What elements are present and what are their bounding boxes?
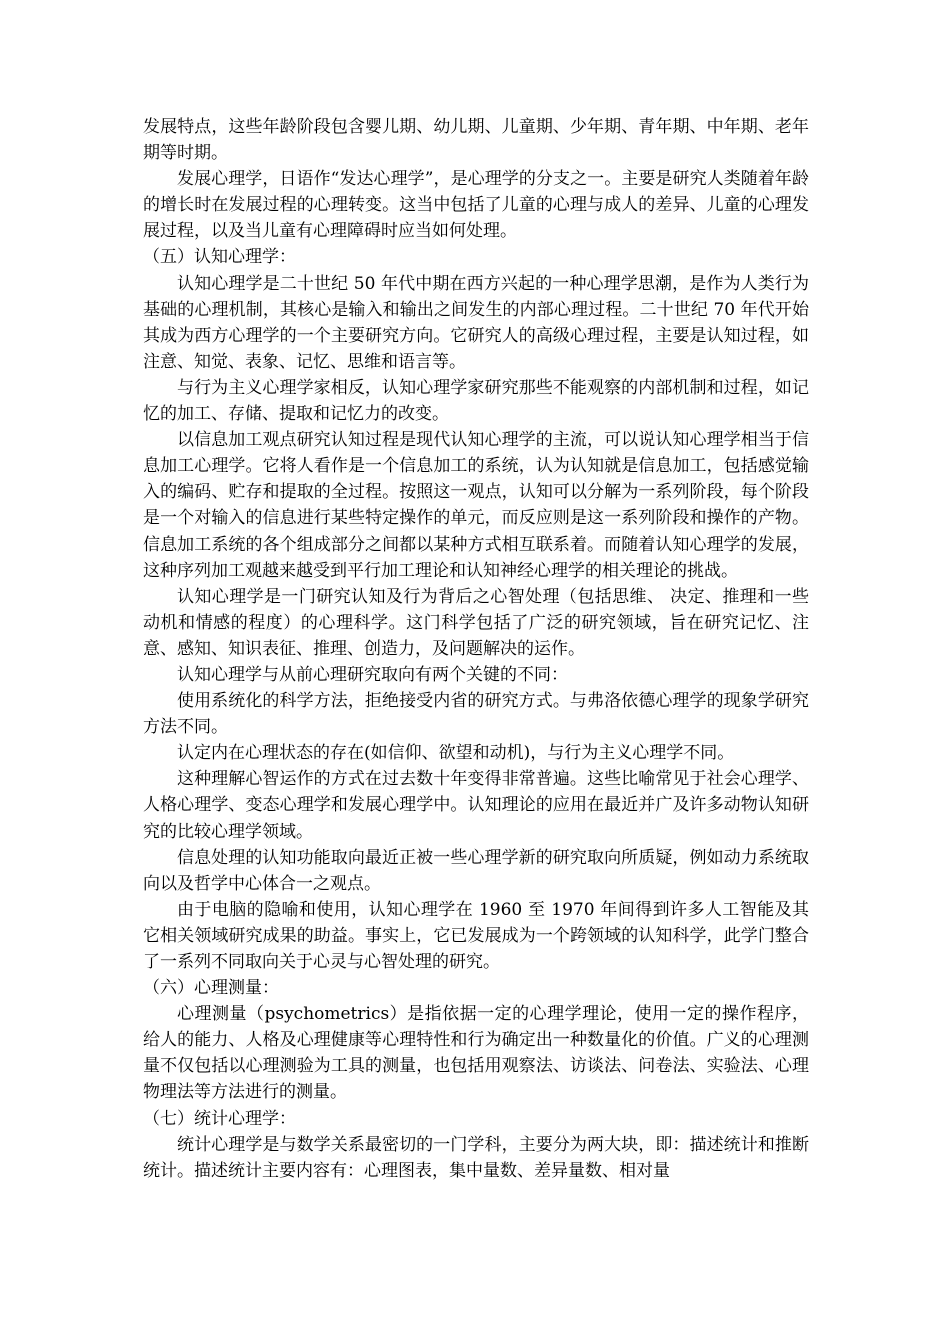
paragraph: 认知心理学与从前心理研究取向有两个关键的不同： xyxy=(177,664,568,685)
paragraph-continuation: 发展特点，这些年龄阶段包含婴儿期、幼儿期、儿童期、少年期、青年期、中年期、老年期等时期。 xyxy=(143,117,809,164)
paragraph: 使用系统化的科学方法，拒绝接受内省的研究方式。与弗洛依德心理学的现象学研究方法不同。 xyxy=(143,691,809,738)
paragraph: 与行为主义心理学家相反，认知心理学家研究那些不能观察的内部机制和过程，如记忆的加工、存储、提取和记忆力的改变。 xyxy=(143,377,809,425)
section-heading-psychometrics: （六）心理测量： xyxy=(143,978,279,999)
paragraph: 认知心理学是二十世纪 50 年代中期在西方兴起的一种心理学思潮，是作为人类行为基础的心理机制，其核心是输入和输出之间发生的内部心理过程。二十世纪 70 年代开始其成为西方心理学的一个主要研究方向。它研究人的高级心理过程，主要是认知过程，如注意、知觉、表象、记忆、思维和语言等。 xyxy=(143,273,809,372)
document-page xyxy=(143,114,809,1184)
paragraph: 信息处理的认知功能取向最近正被一些心理学新的研究取向所质疑，例如动力系统取向以及哲学中心体合一之观点。 xyxy=(143,847,809,894)
paragraph-developmental-psychology: 发展心理学，日语作“发达心理学”，是心理学的分支之一。主要是研究人类随着年龄的增长时在发展过程的心理转变。这当中包括了儿童的心理与成人的差异、儿童的心理发展过程，以及当儿童有心理障碍时应当如何处理。 xyxy=(143,169,809,242)
section-heading-statistical-psychology: （七）统计心理学： xyxy=(143,1108,296,1129)
paragraph: 心理测量（psychometrics）是指依据一定的心理学理论，使用一定的操作程序，给人的能力、人格及心理健康等心理特性和行为确定出一种数量化的价值。广义的心理测量不仅包括以心理测验为工具的测量，也包括用观察法、访谈法、问卷法、实验法、心理物理法等方法进行的测量。 xyxy=(143,1004,809,1103)
paragraph: 这种理解心智运作的方式在过去数十年变得非常普遍。这些比喻常见于社会心理学、人格心理学、变态心理学和发展心理学中。认知理论的应用在最近并广及许多动物认知研究的比较心理学领域。 xyxy=(143,769,809,842)
paragraph: 由于电脑的隐喻和使用，认知心理学在 1960 至 1970 年间得到许多人工智能及其它相关领域研究成果的助益。事实上，它已发展成为一个跨领域的认知科学，此学门整合了一系列不同取向关于心灵与心智处理的研究。 xyxy=(143,899,809,972)
paragraph: 以信息加工观点研究认知过程是现代认知心理学的主流，可以说认知心理学相当于信息加工心理学。它将人看作是一个信息加工的系统，认为认知就是信息加工，包括感觉输入的编码、贮存和提取的全过程。按照这一观点，认知可以分解为一系列阶段，每个阶段是一个对输入的信息进行某些特定操作的单元，而反应则是这一系列阶段和操作的产物。信息加工系统的各个组成部分之间都以某种方式相互联系着。而随着认知心理学的发展，这种序列加工观越来越受到平行加工理论和认知神经心理学的相关理论的挑战。 xyxy=(143,430,809,581)
section-heading-cognitive-psychology: （五）认知心理学： xyxy=(143,247,296,268)
paragraph: 认定内在心理状态的存在(如信仰、欲望和动机)，与行为主义心理学不同。 xyxy=(177,743,735,764)
paragraph: 统计心理学是与数学关系最密切的一门学科，主要分为两大块，即：描述统计和推断统计。描述统计主要内容有：心理图表，集中量数、差异量数、相对量 xyxy=(143,1134,809,1181)
paragraph: 认知心理学是一门研究认知及行为背后之心智处理（包括思维、 决定、推理和一些动机和情感的程度）的心理科学。这门科学包括了广泛的研究领域，旨在研究记忆、注意、感知、知识表征、推理、创造力，及问题解决的运作。 xyxy=(143,586,809,659)
